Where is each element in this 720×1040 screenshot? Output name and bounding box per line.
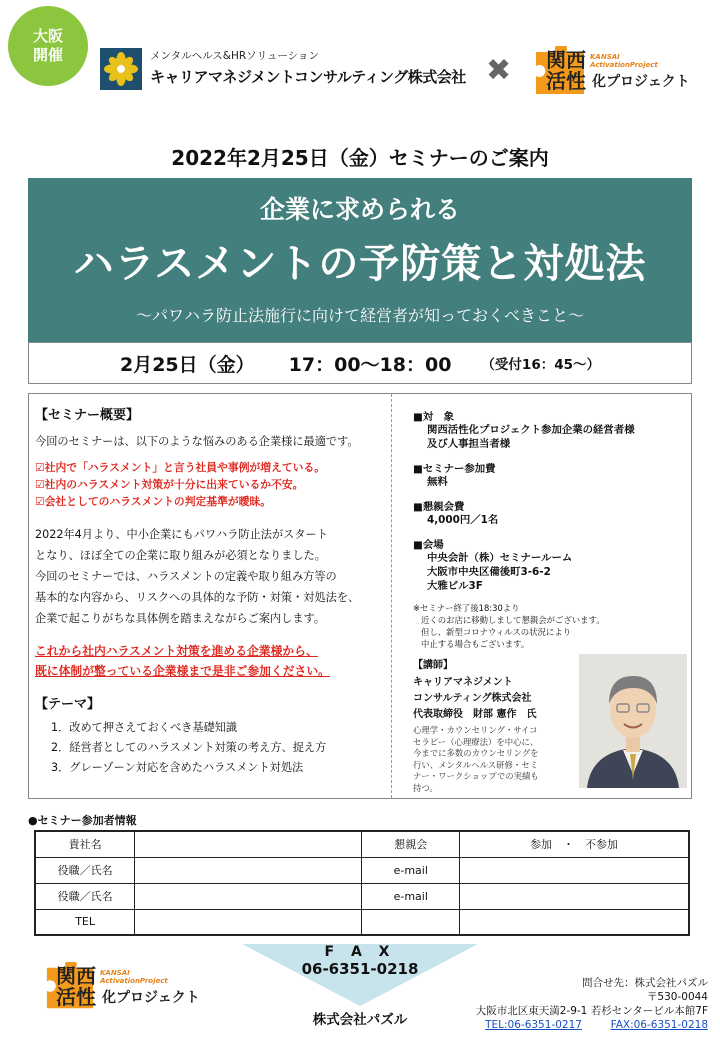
email-label: e-mail xyxy=(362,883,460,909)
table-row xyxy=(35,857,689,883)
contact-title: 問合せ先：株式会社パズル xyxy=(582,977,708,989)
participant-form xyxy=(34,830,690,936)
theme-title: 【テーマ】 xyxy=(35,697,101,712)
empty-cell xyxy=(460,909,689,935)
seminar-date: 2月25日（金） xyxy=(119,353,255,376)
empty-cell xyxy=(362,909,460,935)
kansai-logo-tail: 化プロジェクト xyxy=(592,74,690,90)
theme-item: 2．経営者としてのハラスメント対策の考え方、捉え方 xyxy=(51,741,327,754)
company-label: 貴社名 xyxy=(35,831,135,857)
details-column xyxy=(413,408,685,650)
fax-company: 株式会社パズル xyxy=(312,1012,408,1028)
kansai-logo-jp: 関西 活性 xyxy=(546,48,586,93)
tel-link[interactable]: TEL:06-6351-0217 xyxy=(485,1019,582,1031)
badge-line-2: 開催 xyxy=(32,46,63,64)
overview-box xyxy=(28,393,692,799)
target-section: ■対 象 関西活性化プロジェクト参加企業の経営者様 及び人事担当者様 xyxy=(413,411,635,450)
banner-main-title: ハラスメントの予防策と対処法 xyxy=(73,241,647,287)
reception-time: （受付16：45～） xyxy=(481,357,600,373)
overview-body: 2022年4月より、中小企業にもパワハラ防止法がスタート となり、ほぼ全ての企業に取り組みが必須となりました。 今回のセミナーでは、ハラスメントの定義や取り組み方等の 基本的な内容から、リスクへの具体的な予防・対策・対処法を、 企業で起こりがちな具体例を踏まえながらご案内します。 xyxy=(35,528,360,625)
venue-section: ■会場 中央会計（株）セミナールーム 大阪市中央区備後町3-6-2 大雅ビル3F xyxy=(413,539,573,592)
email-field[interactable] xyxy=(460,857,689,883)
fax-number: 06-6351-0218 xyxy=(301,960,419,978)
seminar-time: 17：00～18：00 xyxy=(288,353,452,376)
company-name: キャリアマネジメントコンサルティング株式会社 xyxy=(150,68,466,86)
contact-address: 大阪市北区東天満2-9-1 若杉センタービル本館7F xyxy=(475,1005,708,1017)
call-to-action: これから社内ハラスメント対策を進める企業様から、 既に体制が整っている企業様まで是非ご参加ください。 xyxy=(35,644,330,678)
banner-line-1: 企業に求められる xyxy=(259,195,460,224)
cross-icon: ✖ xyxy=(486,53,512,88)
lecturer-title: 【講師】 xyxy=(413,660,453,671)
invitation-heading: 2022年2月25日（金）セミナーのご案内 xyxy=(171,146,549,170)
kansai-logo-en: KANSAI ActivationProject xyxy=(590,53,658,69)
tel-field[interactable] xyxy=(135,909,362,935)
party-label: 懇親会 xyxy=(362,831,460,857)
company-field[interactable] xyxy=(135,831,362,857)
lecturer-description: 心理学・カウンセリング・サイコ セラピー（心理療法）を中心に、 今までに多数のカウンセリングを 行い、メンタルヘルス研修・セミ ナー・ワークショップでの実績も 持つ。 xyxy=(413,725,539,793)
overview-column xyxy=(35,404,385,778)
email-field[interactable] xyxy=(460,883,689,909)
email-label: e-mail xyxy=(362,857,460,883)
worry-item: ☑会社としてのハラスメントの判定基準が曖昧。 xyxy=(35,495,272,508)
name-field[interactable] xyxy=(135,883,362,909)
flower-logo-icon xyxy=(100,48,142,90)
participant-info-title: ●セミナー参加者情報 xyxy=(28,814,137,827)
banner-subtitle: ～パワハラ防止法施行に向けて経営者が知っておくべきこと～ xyxy=(135,306,584,325)
fax-link[interactable]: FAX:06-6351-0218 xyxy=(610,1019,708,1031)
title-banner xyxy=(28,178,692,342)
theme-item: 1．改めて押さえておくべき基礎知識 xyxy=(51,721,238,734)
table-row xyxy=(35,831,689,857)
worry-item: ☑社内で「ハラスメント」と言う社員や事例が増えている。 xyxy=(35,461,326,474)
worry-item: ☑社内のハラスメント対策が十分に出来ているか不安。 xyxy=(35,478,304,491)
column-divider xyxy=(391,394,392,798)
lecturer-photo xyxy=(579,654,687,788)
lecturer-section xyxy=(413,656,593,794)
osaka-badge xyxy=(8,6,88,86)
theme-item: 3．グレーゾーン対応を含めたハラスメント対処法 xyxy=(51,761,304,774)
party-note: ※セミナー終了後18:30より 近くのお店に移動しまして懇親会がございます。 但し、新型コロナウィルスの状況により 中止する場合もございます。 xyxy=(413,603,605,649)
badge-line-1: 大阪 xyxy=(32,27,63,46)
contact-zip: 〒530-0044 xyxy=(646,991,708,1003)
overview-intro: 今回のセミナーは、以下のような悩みのある企業様に最適です。 xyxy=(35,435,359,448)
kansai-logo-bottom: 関西 活性 KANSAI ActivationProject 化プロジェクト xyxy=(40,962,210,1014)
contact-block xyxy=(476,976,708,1032)
date-time-bar xyxy=(28,342,692,384)
company-header xyxy=(150,48,466,87)
kansai-logo xyxy=(530,46,700,100)
contact-phone-fax xyxy=(476,1018,708,1032)
worries-list xyxy=(35,459,385,510)
tel-label: TEL xyxy=(35,909,135,935)
party-fee-section: ■懇親会費 4,000円／1名 xyxy=(413,501,499,526)
theme-list xyxy=(35,718,385,778)
table-row xyxy=(35,883,689,909)
lecturer-name: キャリアマネジメント コンサルティング株式会社 代表取締役 財部 憲作 氏 xyxy=(413,677,537,720)
company-subtitle: メンタルヘルス&HRソリューション xyxy=(150,50,319,62)
party-choice[interactable]: 参加 ・ 不参加 xyxy=(460,831,689,857)
fax-label: F A X xyxy=(324,944,396,960)
table-row xyxy=(35,909,689,935)
fee-section: ■セミナー参加費 無料 xyxy=(413,463,496,488)
overview-title: 【セミナー概要】 xyxy=(35,408,140,423)
name-label: 役職／氏名 xyxy=(35,857,135,883)
fax-block xyxy=(270,944,450,978)
name-field[interactable] xyxy=(135,857,362,883)
name-label: 役職／氏名 xyxy=(35,883,135,909)
